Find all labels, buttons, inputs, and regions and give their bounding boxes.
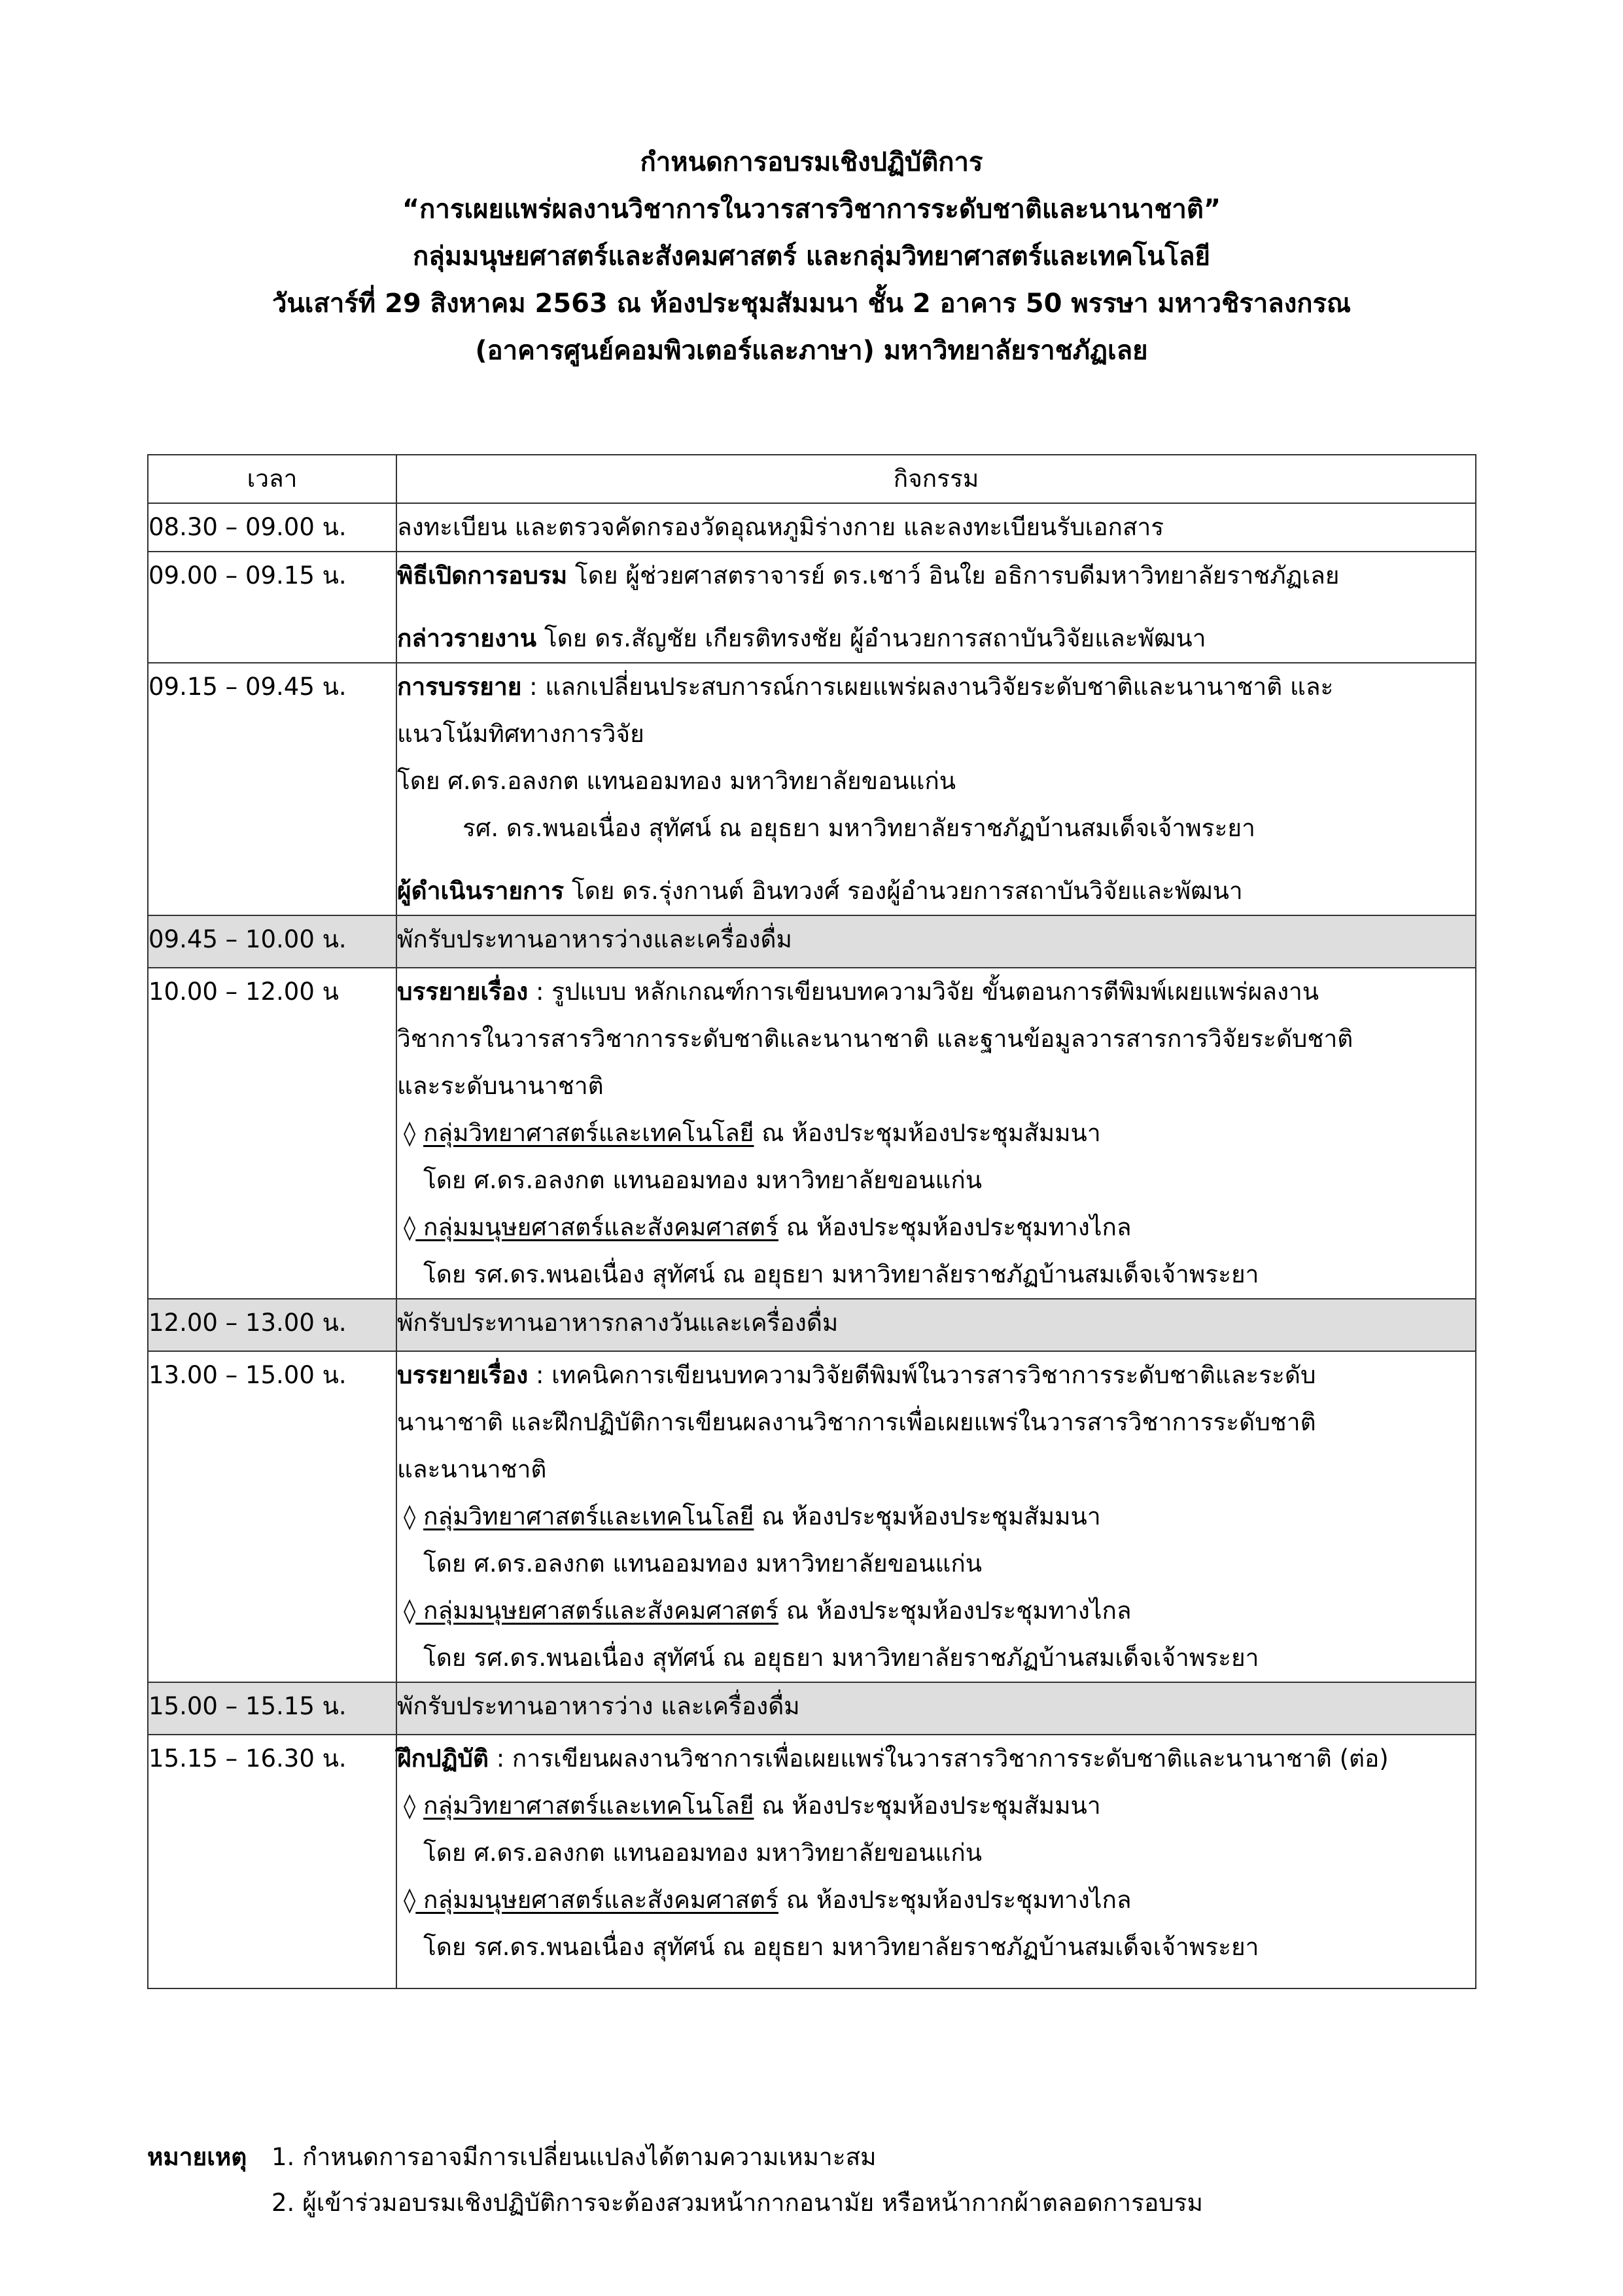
note-text: 2. ผู้เข้าร่วมอบรมเชิงปฏิบัติการจะต้องสวมหน้ากากอนามัย หรือหน้ากากผ้าตลอดการอบรม — [271, 2189, 1203, 2217]
title-line-4: วันเสาร์ที่ 29 สิงหาคม 2563 ณ ห้องประชุมสัมมนา ชั้น 2 อาคาร 50 พรรษา มหาวชิราลงกรณ — [271, 289, 1352, 319]
activity-cell — [396, 1351, 1476, 1682]
note-item — [147, 2134, 1203, 2180]
activity-line: และระดับนานาชาติ — [397, 1072, 604, 1100]
group-name: กลุ่มวิทยาศาสตร์และเทคโนโลยี — [423, 1119, 754, 1147]
speaker-line: โดย ศ.ดร.อลงกต แทนออมทอง มหาวิทยาลัยขอนแก่น — [423, 1839, 983, 1867]
activity-heading: บรรยายเรื่อง — [397, 978, 529, 1006]
activity-line — [397, 968, 1475, 1016]
activity-text: : เทคนิคการเขียนบทความวิจัยตีพิมพ์ในวารสารวิชาการระดับชาติและระดับ — [528, 1361, 1316, 1389]
group-name: กลุ่มมนุษยศาสตร์และสังคมศาสตร์ — [415, 1597, 778, 1625]
time-cell: 09.00 – 09.15 น. — [148, 552, 396, 663]
activity-line — [397, 1735, 1475, 1782]
group-line — [397, 1587, 1475, 1634]
table-row — [148, 663, 1476, 915]
moderator-line — [397, 868, 1475, 915]
schedule-table — [147, 454, 1476, 1989]
time-cell: 10.00 – 12.00 น — [148, 968, 396, 1299]
activity-heading: ผู้ดำเนินรายการ — [397, 877, 565, 905]
note-text: 1. กำหนดการอาจมีการเปลี่ยนแปลงได้ตามความเหมาะสม — [271, 2143, 877, 2171]
diamond-icon: ◊ — [404, 1119, 416, 1147]
group-name: กลุ่มมนุษยศาสตร์และสังคมศาสตร์ — [415, 1213, 778, 1241]
speaker-line: โดย ศ.ดร.อลงกต แทนออมทอง มหาวิทยาลัยขอนแก่น — [423, 1549, 983, 1578]
activity-line: แนวโน้มทิศทางการวิจัย — [397, 720, 644, 748]
activity-line — [397, 663, 1475, 711]
activity-cell — [396, 968, 1476, 1299]
title-line-1: กำหนดการอบรมเชิงปฏิบัติการ — [640, 147, 983, 177]
activity-line — [397, 1352, 1475, 1399]
group-line — [397, 1782, 1475, 1829]
time-cell: 09.45 – 10.00 น. — [148, 915, 396, 968]
speaker-line: โดย ศ.ดร.อลงกต แทนออมทอง มหาวิทยาลัยขอนแก่น — [423, 1166, 983, 1194]
activity-line: พักรับประทานอาหารว่าง และเครื่องดื่ม — [397, 1692, 800, 1720]
activity-text: โดย ดร.สัญชัย เกียรติทรงชัย ผู้อำนวยการสถาบันวิจัยและพัฒนา — [536, 624, 1206, 652]
diamond-icon: ◊ — [404, 1597, 416, 1625]
activity-line — [397, 552, 1475, 599]
group-name: กลุ่มมนุษยศาสตร์และสังคมศาสตร์ — [415, 1886, 778, 1914]
time-cell: 12.00 – 13.00 น. — [148, 1299, 396, 1351]
table-row — [148, 503, 1476, 552]
table-row — [148, 1735, 1476, 1988]
time-cell: 08.30 – 09.00 น. — [148, 503, 396, 552]
activity-line — [397, 615, 1475, 662]
notes-label: หมายเหตุ — [147, 2143, 247, 2171]
activity-heading: ฝึกปฏิบัติ — [397, 1744, 489, 1773]
diamond-icon: ◊ — [404, 1886, 416, 1914]
document-header — [131, 139, 1492, 374]
activity-text: : การเขียนผลงานวิชาการเพื่อเผยแพร่ในวารสารวิชาการระดับชาติและนานาชาติ (ต่อ) — [488, 1744, 1389, 1773]
group-name: กลุ่มวิทยาศาสตร์และเทคโนโลยี — [423, 1502, 754, 1530]
activity-cell — [396, 503, 1476, 552]
group-line — [397, 1493, 1475, 1540]
activity-cell — [396, 1735, 1476, 1988]
activity-heading: บรรยายเรื่อง — [397, 1361, 529, 1389]
activity-heading: การบรรยาย — [397, 673, 522, 701]
time-cell: 15.00 – 15.15 น. — [148, 1682, 396, 1735]
room-text: ณ ห้องประชุมห้องประชุมสัมมนา — [754, 1502, 1101, 1530]
activity-cell — [396, 915, 1476, 968]
activity-line: ลงทะเบียน และตรวจคัดกรองวัดอุณหภูมิร่างกาย และลงทะเบียนรับเอกสาร — [397, 513, 1164, 541]
diamond-icon: ◊ — [404, 1502, 416, 1530]
column-header-time: เวลา — [148, 455, 396, 503]
room-text: ณ ห้องประชุมห้องประชุมทางไกล — [778, 1597, 1132, 1625]
table-row — [148, 1351, 1476, 1682]
table-row-break — [148, 915, 1476, 968]
table-row-break — [148, 1299, 1476, 1351]
notes-section — [147, 2134, 1203, 2226]
title-line-3: กลุ่มมนุษยศาสตร์และสังคมศาสตร์ และกลุ่มวิทยาศาสตร์และเทคโนโลยี — [412, 241, 1210, 272]
activity-text: โดย ผู้ช่วยศาสตราจารย์ ดร.เชาว์ อินใย อธิการบดีมหาวิทยาลัยราชภัฏเลย — [567, 561, 1340, 590]
activity-line: วิชาการในวารสารวิชาการระดับชาติและนานาชาติ และฐานข้อมูลวารสารการวิจัยระดับชาติ — [397, 1025, 1353, 1053]
activity-line: และนานาชาติ — [397, 1455, 547, 1483]
time-cell: 13.00 – 15.00 น. — [148, 1351, 396, 1682]
title-line-5: (อาคารศูนย์คอมพิวเตอร์และภาษา) มหาวิทยาลัยราชภัฏเลย — [475, 336, 1148, 366]
note-item — [147, 2180, 1203, 2226]
time-cell: 15.15 – 16.30 น. — [148, 1735, 396, 1988]
speaker-line: โดย รศ.ดร.พนอเนื่อง สุทัศน์ ณ อยุธยา มหาวิทยาลัยราชภัฏบ้านสมเด็จเจ้าพระยา — [423, 1260, 1259, 1288]
activity-cell — [396, 552, 1476, 663]
activity-line: พักรับประทานอาหารกลางวันและเครื่องดื่ม — [397, 1309, 839, 1337]
activity-text: : รูปแบบ หลักเกณฑ์การเขียนบทความวิจัย ขั้นตอนการตีพิมพ์เผยแพร่ผลงาน — [528, 978, 1319, 1006]
activity-cell — [396, 1682, 1476, 1735]
group-line — [397, 1110, 1475, 1157]
speaker-line: โดย ศ.ดร.อลงกต แทนออมทอง มหาวิทยาลัยขอนแก่น — [397, 767, 956, 795]
activity-line: นานาชาติ และฝึกปฏิบัติการเขียนผลงานวิชาการเพื่อเผยแพร่ในวารสารวิชาการระดับชาติ — [397, 1408, 1316, 1436]
speaker-line: โดย รศ.ดร.พนอเนื่อง สุทัศน์ ณ อยุธยา มหาวิทยาลัยราชภัฏบ้านสมเด็จเจ้าพระยา — [423, 1644, 1259, 1672]
group-name: กลุ่มวิทยาศาสตร์และเทคโนโลยี — [423, 1792, 754, 1820]
activity-line: พักรับประทานอาหารว่างและเครื่องดื่ม — [397, 925, 792, 953]
table-header-row — [148, 455, 1476, 503]
diamond-icon: ◊ — [404, 1213, 416, 1241]
title-line-2: “การเผยแพร่ผลงานวิชาการในวารสารวิชาการระดับชาติและนานาชาติ” — [402, 194, 1221, 224]
activity-cell — [396, 1299, 1476, 1351]
activity-cell — [396, 663, 1476, 915]
room-text: ณ ห้องประชุมห้องประชุมสัมมนา — [754, 1119, 1101, 1147]
column-header-activity: กิจกรรม — [396, 455, 1476, 503]
table-row — [148, 552, 1476, 663]
room-text: ณ ห้องประชุมห้องประชุมสัมมนา — [754, 1792, 1101, 1820]
activity-heading: พิธีเปิดการอบรม — [397, 561, 568, 590]
group-line — [397, 1204, 1475, 1251]
speaker-line: รศ. ดร.พนอเนื่อง สุทัศน์ ณ อยุธยา มหาวิทยาลัยราชภัฏบ้านสมเด็จเจ้าพระยา — [462, 814, 1255, 842]
activity-text: : แลกเปลี่ยนประสบการณ์การเผยแพร่ผลงานวิจัยระดับชาติและนานาชาติ และ — [521, 673, 1334, 701]
room-text: ณ ห้องประชุมห้องประชุมทางไกล — [778, 1886, 1132, 1914]
table-row — [148, 968, 1476, 1299]
room-text: ณ ห้องประชุมห้องประชุมทางไกล — [778, 1213, 1132, 1241]
activity-text: โดย ดร.รุ่งกานต์ อินทวงศ์ รองผู้อำนวยการสถาบันวิจัยและพัฒนา — [564, 877, 1243, 905]
table-row-break — [148, 1682, 1476, 1735]
time-cell: 09.15 – 09.45 น. — [148, 663, 396, 915]
group-line — [397, 1877, 1475, 1924]
speaker-line: โดย รศ.ดร.พนอเนื่อง สุทัศน์ ณ อยุธยา มหาวิทยาลัยราชภัฏบ้านสมเด็จเจ้าพระยา — [423, 1933, 1259, 1961]
diamond-icon: ◊ — [404, 1792, 416, 1820]
activity-heading: กล่าวรายงาน — [397, 624, 537, 652]
